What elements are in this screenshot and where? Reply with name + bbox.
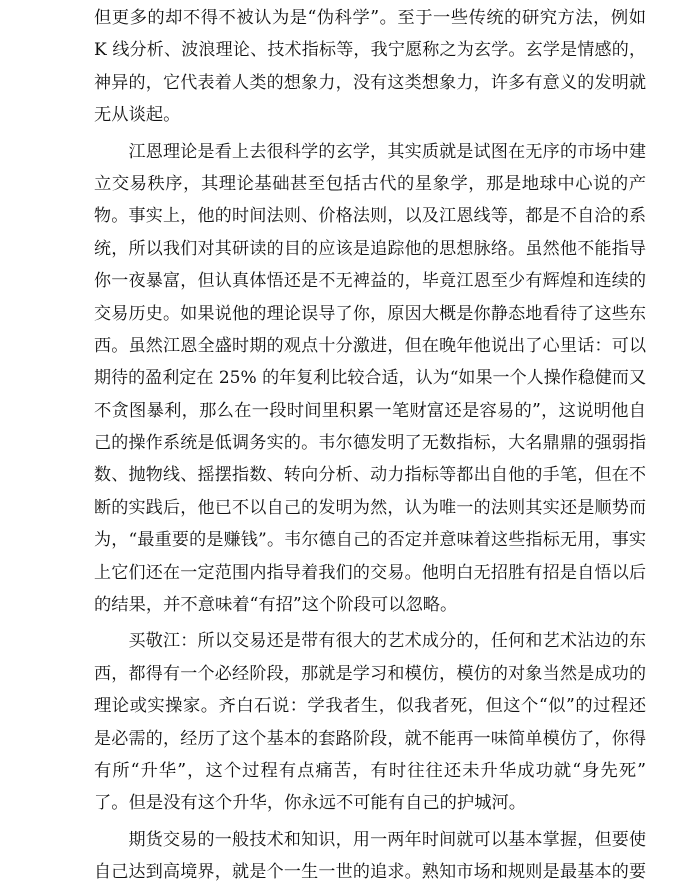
text-line: 理论或实操家。齐白石说：学我者生，似我者死，但这个“似”的过程还 <box>94 696 646 717</box>
text-line: 无从谈起。 <box>94 105 181 126</box>
text-line: 江恩理论是看上去很科学的玄学，其实质就是试图在无序的市场中建 <box>94 141 646 162</box>
paragraph <box>94 2 646 132</box>
text-line: 神异的，它代表着人类的想象力，没有这类想象力，许多有意义的发明就 <box>94 72 646 93</box>
text-line: 物。事实上，他的时间法则、价格法则，以及江恩线等，都是不自洽的系 <box>94 206 646 227</box>
text-line: 数、抛物线、摇摆指数、转向分析、动力指标等都出自他的手笔，但在不 <box>94 465 646 486</box>
text-line: 是必需的，经历了这个基本的套路阶段，就不能再一味简单模仿了，你得 <box>94 728 646 749</box>
paragraph <box>94 136 646 622</box>
text-line: 为，“最重要的是赚钱”。韦尔德自己的否定并意味着这些指标无用，事实 <box>94 530 646 551</box>
text-line: 立交易秩序，其理论基础甚至包括古代的星象学，那是地球中心说的产 <box>94 173 646 194</box>
text-line: 西，都得有一个必经阶段，那就是学习和模仿，模仿的对象当然是成功的 <box>94 663 646 684</box>
text-line: 的结果，并不意味着“有招”这个阶段可以忽略。 <box>94 595 458 616</box>
text-line: 断的实践后，他已不以自己的发明为然，认为唯一的法则其实还是顺势而 <box>94 497 646 518</box>
text-line: 买敬江：所以交易还是带有很大的艺术成分的，任何和艺术沾边的东 <box>94 631 646 652</box>
text-line: 期待的盈利定在 25% 的年复利比较合适，认为“如果一个人操作稳健而又 <box>94 368 646 389</box>
text-line: 上它们还在一定范围内指导着我们的交易。他明白无招胜有招是自悟以后 <box>94 562 646 583</box>
text-line: 你一夜暴富，但认真体悟还是不无裨益的，毕竟江恩至少有辉煌和连续的 <box>94 271 646 292</box>
text-line: 西。虽然江恩全盛时期的观点十分激进，但在晚年他说出了心里话：可以 <box>94 335 646 356</box>
body-text <box>94 2 646 889</box>
text-line: 有所“升华”，这个过程有点痛苦，有时往往还未升华成功就“身先死” <box>94 760 646 781</box>
text-line: K 线分析、波浪理论、技术指标等，我宁愿称之为玄学。玄学是情感的， <box>94 40 646 61</box>
text-line: 交易历史。如果说他的理论误导了你，原因大概是你静态地看待了这些东 <box>94 303 646 324</box>
text-line: 不贪图暴利，那么在一段时间里积累一笔财富还是容易的”，这说明他自 <box>94 400 646 421</box>
text-line: 了。但是没有这个升华，你永远不可能有自己的护城河。 <box>94 793 527 814</box>
text-line: 期货交易的一般技术和知识，用一两年时间就可以基本掌握，但要使 <box>94 829 646 850</box>
paragraph <box>94 824 646 889</box>
paragraph <box>94 625 646 819</box>
text-line: 但更多的却不得不被认为是“伪科学”。至于一些传统的研究方法，例如 <box>94 8 646 28</box>
text-line: 己的操作系统是低调务实的。韦尔德发明了无数指标，大名鼎鼎的强弱指 <box>94 433 646 454</box>
text-line: 统，所以我们对其研读的目的应该是追踪他的思想脉络。虽然他不能指导 <box>94 238 646 259</box>
text-line: 自己达到高境界，就是个一生一世的追求。熟知市场和规则是最基本的要 <box>94 862 646 883</box>
